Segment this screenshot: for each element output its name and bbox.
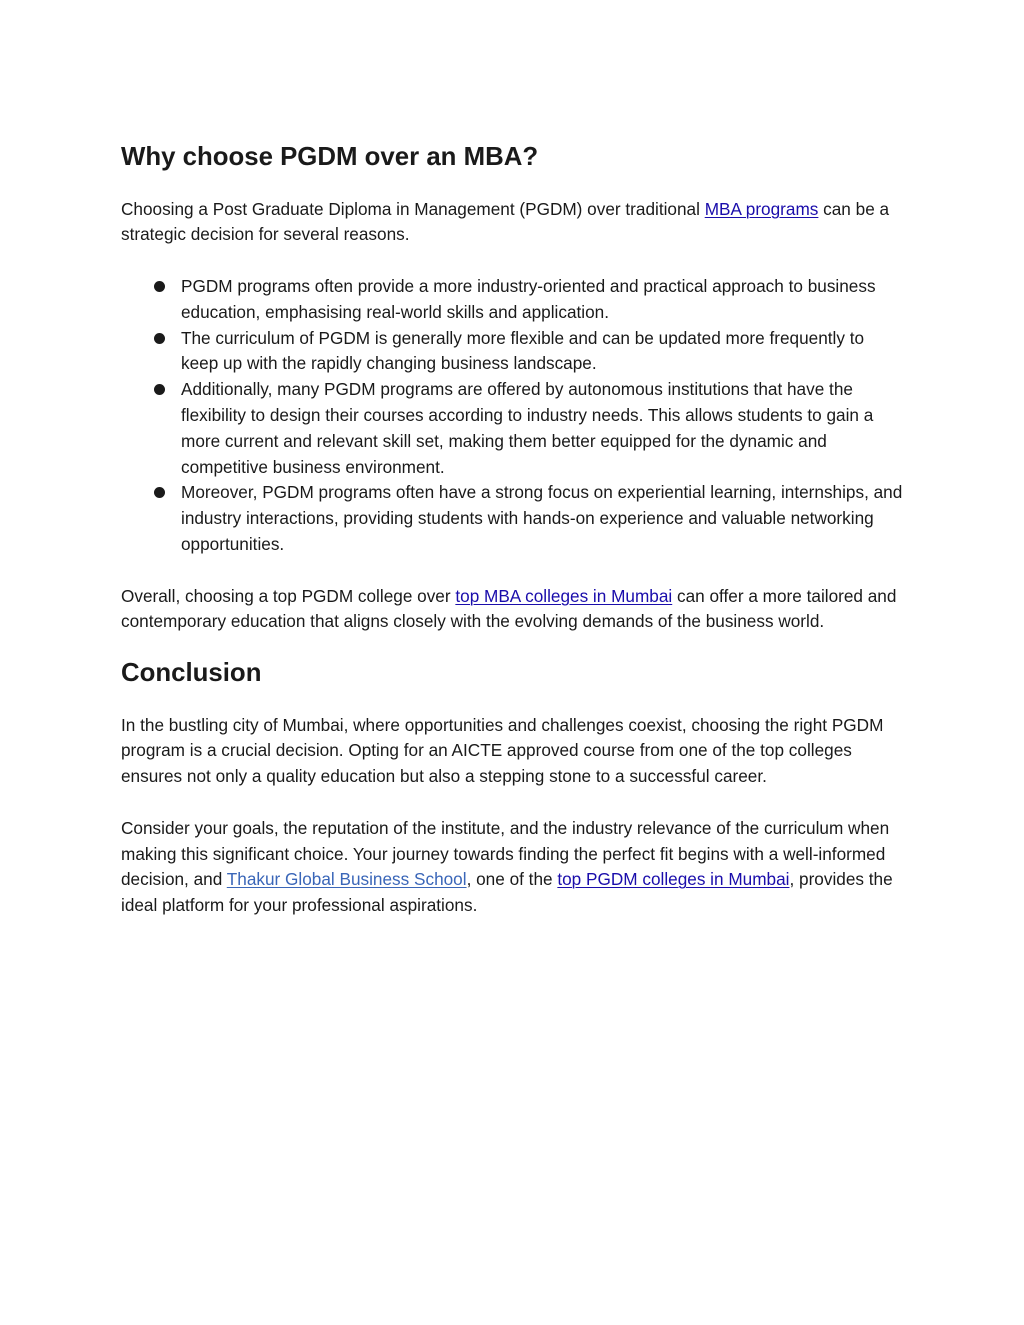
top-mba-colleges-link[interactable]: top MBA colleges in Mumbai — [455, 585, 673, 606]
conclusion-text-2: , one of the — [466, 869, 558, 890]
conclusion-paragraph-1: In the bustling city of Mumbai, where opportunities and challenges coexist, choosing the right PGDM program is a crucial decision. Opting for an AICTE approved course from one of the top colleges ensures not only a quality education but also a stepping stone to a successful career. — [121, 714, 884, 787]
list-item-text: Moreover, PGDM programs often have a strong focus on experiential learning, internships, and industry interactions, providing students with hands-on experience and valuable networking opportunities. — [181, 482, 903, 554]
conclusion-text-3: , provides the ideal platform for your professional aspirations. — [121, 869, 893, 916]
list-item-text: The curriculum of PGDM is generally more flexible and can be updated more frequently to keep up with the rapidly changing business landscape. — [181, 327, 865, 374]
bullet-icon — [154, 384, 165, 395]
section-heading-why-pgdm: Why choose PGDM over an MBA? — [121, 143, 539, 171]
list-item — [121, 377, 906, 480]
thakur-global-business-school-link[interactable]: Thakur Global Business School — [226, 869, 467, 890]
list-item — [121, 274, 906, 326]
bullet-icon — [154, 487, 165, 498]
list-item-text: Additionally, many PGDM programs are offered by autonomous institutions that have the flexibility to design their courses according to industry needs. This allows students to gain a more current and relevant skill set, making them better equipped for the dynamic and competitive business environment. — [181, 379, 874, 477]
intro-text-before: Choosing a Post Graduate Diploma in Management (PGDM) over traditional — [121, 198, 705, 219]
overall-paragraph — [121, 584, 906, 636]
overall-text-before: Overall, choosing a top PGDM college over — [121, 585, 456, 606]
intro-text-after: can be a strategic decision for several reasons. — [121, 198, 890, 245]
spacer — [121, 790, 906, 816]
spacer — [121, 558, 906, 584]
spacer — [121, 171, 906, 197]
reasons-list — [121, 274, 906, 558]
mba-programs-link[interactable]: MBA programs — [704, 198, 819, 219]
spacer — [121, 687, 906, 713]
list-item — [121, 480, 906, 557]
section-heading-conclusion: Conclusion — [121, 658, 262, 687]
list-item — [121, 326, 906, 378]
spacer — [121, 248, 906, 274]
conclusion-text-1: Consider your goals, the reputation of the institute, and the industry relevance of the curriculum when making this significant choice. Your journey towards finding the perfect fit begins with a well-informed decision, and — [121, 817, 890, 890]
spacer — [121, 635, 906, 661]
document-body — [121, 145, 906, 919]
bullet-icon — [154, 281, 165, 292]
overall-text-after: can offer a more tailored and contemporary education that aligns closely with the evolving demands of the business world. — [121, 585, 897, 632]
conclusion-paragraph-2 — [121, 816, 906, 919]
intro-paragraph — [121, 197, 906, 249]
top-pgdm-colleges-link[interactable]: top PGDM colleges in Mumbai — [557, 869, 790, 890]
bullet-icon — [154, 333, 165, 344]
list-item-text: PGDM programs often provide a more industry-oriented and practical approach to business education, emphasising real-world skills and application. — [181, 275, 876, 322]
